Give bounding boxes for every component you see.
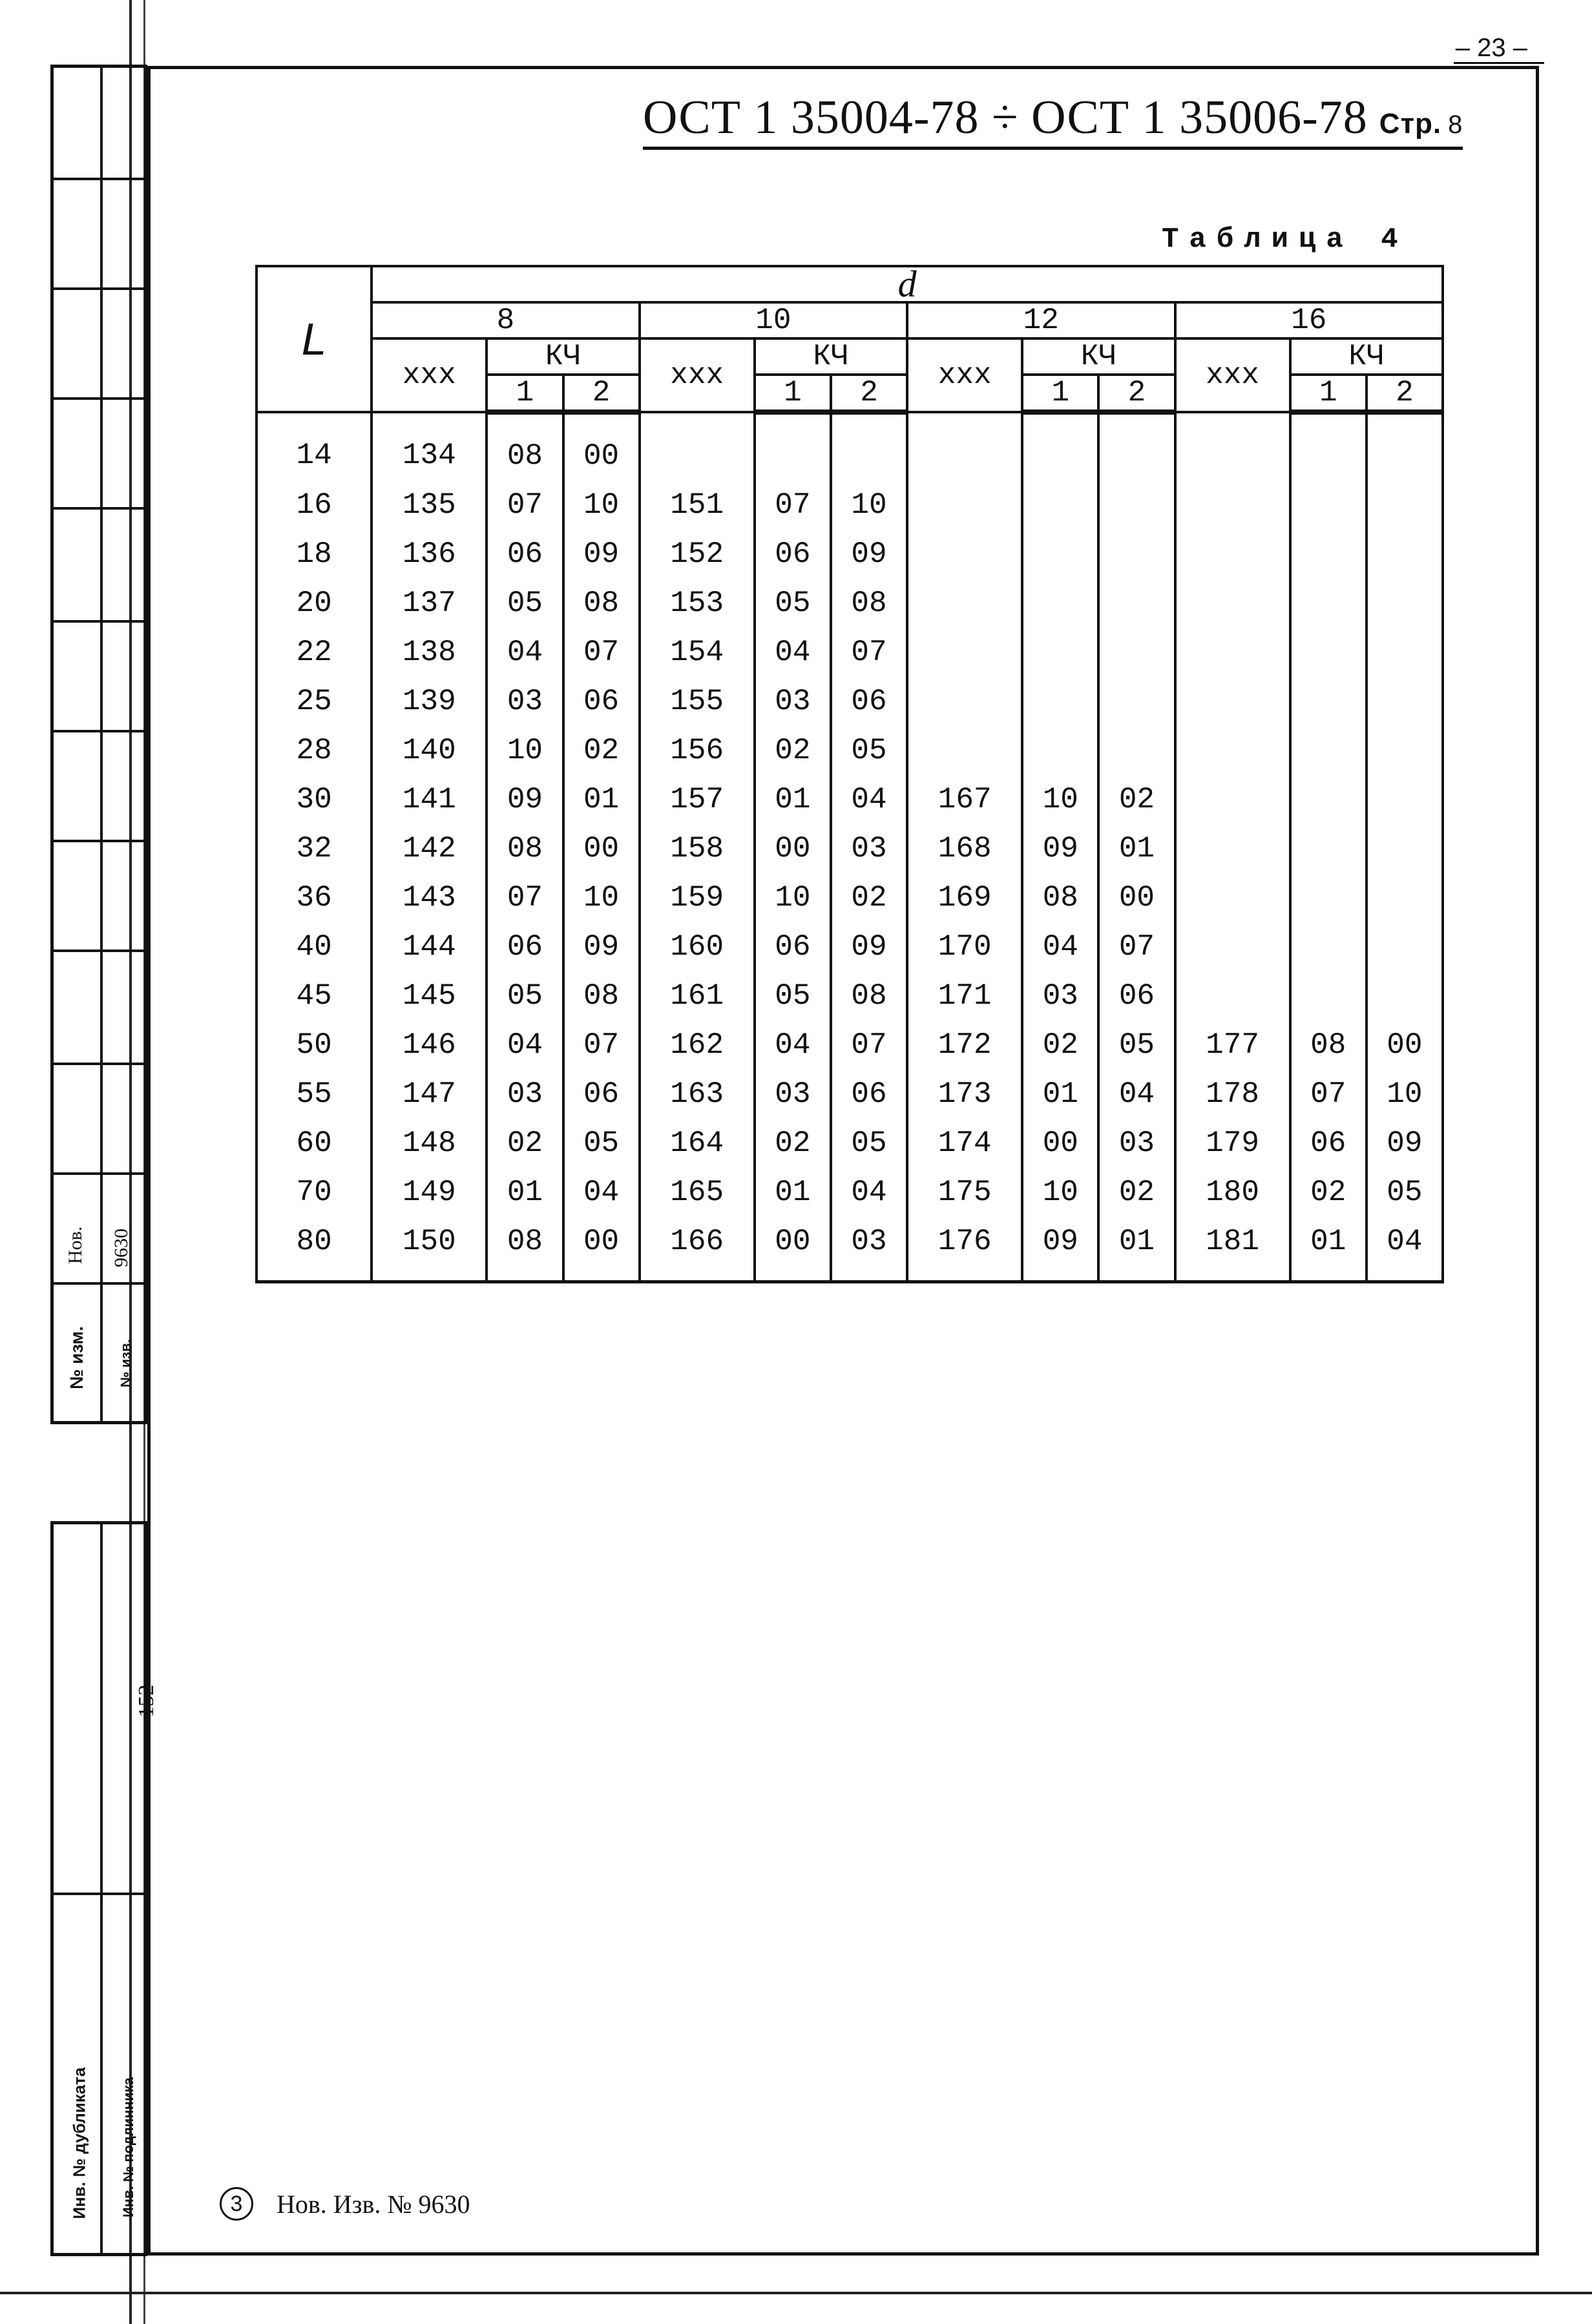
table-row [257, 971, 1443, 1021]
table-cell: 06 [831, 677, 907, 726]
table-cell [1098, 579, 1175, 628]
table-cell [1175, 922, 1290, 971]
table-cell [907, 412, 1022, 481]
table-cell: 138 [372, 628, 487, 677]
table-cell [1290, 481, 1367, 530]
table-cell: 01 [1098, 824, 1175, 873]
nov-value: 9630 [110, 1229, 132, 1267]
table-cell [1367, 726, 1443, 775]
table-cell: 01 [755, 1168, 831, 1217]
col-kch-1: 1 [1290, 375, 1367, 412]
table-cell: 02 [487, 1119, 563, 1168]
revision-circle: 3 [220, 2187, 253, 2221]
table-row [257, 628, 1443, 677]
group-12: 12 [907, 302, 1175, 338]
table-row [257, 922, 1443, 971]
table-cell [907, 481, 1022, 530]
table-cell [1290, 873, 1367, 922]
table-cell: 145 [372, 971, 487, 1021]
table-cell: 163 [640, 1070, 755, 1119]
table-cell [1290, 824, 1367, 873]
title-text: ОСТ 1 35004-78 ÷ ОСТ 1 35006-78 [643, 91, 1368, 144]
table-cell: 135 [372, 481, 487, 530]
table-cell: 10 [487, 726, 563, 775]
table-cell: 147 [372, 1070, 487, 1119]
data-table [255, 265, 1444, 1283]
table-cell: 176 [907, 1217, 1022, 1282]
table-cell: 04 [487, 628, 563, 677]
table-cell: 07 [1290, 1070, 1367, 1119]
table-cell: 143 [372, 873, 487, 922]
table-row [257, 677, 1443, 726]
group-10: 10 [640, 302, 907, 338]
table-cell: 146 [372, 1021, 487, 1070]
table-cell: 01 [1022, 1070, 1098, 1119]
table-cell: 06 [755, 530, 831, 579]
table-cell: 164 [640, 1119, 755, 1168]
table-cell: 140 [372, 726, 487, 775]
table-cell: 04 [755, 628, 831, 677]
table-cell: 08 [563, 971, 640, 1021]
table-cell: 00 [755, 1217, 831, 1282]
table-cell: 10 [563, 873, 640, 922]
table-cell: 151 [640, 481, 755, 530]
table-cell: 08 [831, 579, 907, 628]
table-row [257, 579, 1443, 628]
table-cell [1098, 412, 1175, 481]
table-cell: 05 [1098, 1021, 1175, 1070]
cell-L: 70 [257, 1168, 372, 1217]
table-cell: 08 [487, 824, 563, 873]
table-cell [907, 530, 1022, 579]
cell-L: 40 [257, 922, 372, 971]
cell-L: 36 [257, 873, 372, 922]
table-cell: 09 [563, 530, 640, 579]
cell-L: 55 [257, 1070, 372, 1119]
table-cell: 152 [640, 530, 755, 579]
table-cell: 07 [831, 1021, 907, 1070]
table-cell: 04 [563, 1168, 640, 1217]
col-xxx: ххх [372, 338, 487, 412]
table-row [257, 412, 1443, 481]
table-cell: 08 [487, 1217, 563, 1282]
table-cell: 06 [1098, 971, 1175, 1021]
table-cell: 10 [1367, 1070, 1443, 1119]
table-cell: 02 [1290, 1168, 1367, 1217]
table-cell: 02 [755, 726, 831, 775]
table-cell [1290, 775, 1367, 824]
table-cell: 06 [487, 922, 563, 971]
table-cell [1175, 971, 1290, 1021]
col-kch-2: 2 [1367, 375, 1443, 412]
margin-stamp-upper [50, 65, 147, 1424]
table-cell: 150 [372, 1217, 487, 1282]
table-cell: 03 [831, 824, 907, 873]
table-cell: 142 [372, 824, 487, 873]
table-cell: 158 [640, 824, 755, 873]
table-cell: 05 [487, 579, 563, 628]
table-cell [1290, 677, 1367, 726]
table-cell: 177 [1175, 1021, 1290, 1070]
col-kch: КЧ [1022, 338, 1175, 375]
table-cell [1022, 530, 1098, 579]
cell-L: 22 [257, 628, 372, 677]
table-cell [1022, 726, 1098, 775]
table-cell: 07 [755, 481, 831, 530]
table-cell: 181 [1175, 1217, 1290, 1282]
table-cell [1175, 824, 1290, 873]
table-cell: 170 [907, 922, 1022, 971]
table-cell: 162 [640, 1021, 755, 1070]
table-cell: 08 [831, 971, 907, 1021]
col-kch-1: 1 [487, 375, 563, 412]
table-cell: 168 [907, 824, 1022, 873]
table-cell [1175, 726, 1290, 775]
table-cell [1175, 775, 1290, 824]
table-cell: 09 [1022, 1217, 1098, 1282]
table-cell: 04 [487, 1021, 563, 1070]
table-cell: 01 [1290, 1217, 1367, 1282]
bottom-rule [0, 2292, 1592, 2294]
cell-L: 16 [257, 481, 372, 530]
table-cell: 175 [907, 1168, 1022, 1217]
cell-L: 45 [257, 971, 372, 1021]
page-number: – 23 – [1455, 34, 1527, 62]
table-cell: 09 [487, 775, 563, 824]
table-cell: 00 [563, 412, 640, 481]
table-cell [1367, 677, 1443, 726]
table-cell: 03 [1022, 971, 1098, 1021]
table-cell [1175, 628, 1290, 677]
table-cell [1290, 971, 1367, 1021]
table-cell: 05 [755, 579, 831, 628]
table-row [257, 775, 1443, 824]
podl-label: Инв. № подлинника [120, 2077, 136, 2217]
nov-label: Нов. [65, 1226, 86, 1264]
table-cell: 10 [755, 873, 831, 922]
table-cell: 09 [1367, 1119, 1443, 1168]
table-cell: 09 [563, 922, 640, 971]
table-row [257, 1070, 1443, 1119]
table-cell [1290, 579, 1367, 628]
table-cell [1175, 579, 1290, 628]
table-cell: 03 [755, 1070, 831, 1119]
table-body [257, 412, 1443, 1282]
table-cell [1367, 579, 1443, 628]
table-cell: 06 [487, 530, 563, 579]
col-xxx: ххх [907, 338, 1022, 412]
table-cell [1098, 530, 1175, 579]
page-number-rule [1454, 62, 1544, 64]
table-cell: 172 [907, 1021, 1022, 1070]
table-cell: 05 [563, 1119, 640, 1168]
table-cell: 10 [1022, 775, 1098, 824]
table-cell: 171 [907, 971, 1022, 1021]
dubl-label: Инв. № дубликата [69, 2067, 89, 2219]
table-cell: 00 [563, 1217, 640, 1282]
col-kch: КЧ [487, 338, 639, 375]
table-row [257, 481, 1443, 530]
table-cell: 03 [487, 677, 563, 726]
inv-value: 152 [134, 1685, 158, 1717]
table-cell: 02 [1098, 775, 1175, 824]
table-cell: 08 [1290, 1021, 1367, 1070]
group-16: 16 [1175, 302, 1443, 338]
table-cell: 165 [640, 1168, 755, 1217]
table-cell [1022, 481, 1098, 530]
table-cell [1367, 824, 1443, 873]
table-cell: 159 [640, 873, 755, 922]
table-cell [1367, 530, 1443, 579]
table-cell [1290, 726, 1367, 775]
table-cell [1367, 971, 1443, 1021]
table-cell: 04 [1022, 922, 1098, 971]
table-cell: 04 [831, 1168, 907, 1217]
table-cell [1175, 412, 1290, 481]
table-cell: 178 [1175, 1070, 1290, 1119]
table-cell: 155 [640, 677, 755, 726]
table-cell: 07 [831, 628, 907, 677]
table-cell: 06 [831, 1070, 907, 1119]
col-kch-1: 1 [755, 375, 831, 412]
table-cell: 08 [1022, 873, 1098, 922]
table-cell: 06 [563, 1070, 640, 1119]
table-cell: 06 [1290, 1119, 1367, 1168]
table-cell [1098, 481, 1175, 530]
table-cell: 157 [640, 775, 755, 824]
cell-L: 20 [257, 579, 372, 628]
table-cell [1290, 412, 1367, 481]
table-cell: 07 [487, 481, 563, 530]
table-cell: 06 [563, 677, 640, 726]
table-cell [1367, 775, 1443, 824]
page-label: Стр. [1379, 108, 1442, 140]
table-cell: 169 [907, 873, 1022, 922]
table-cell [907, 726, 1022, 775]
table-cell [907, 677, 1022, 726]
table-cell: 01 [1098, 1217, 1175, 1282]
table-cell [1098, 726, 1175, 775]
cell-L: 25 [257, 677, 372, 726]
table-cell [1290, 922, 1367, 971]
table-cell: 09 [831, 530, 907, 579]
table-cell: 03 [487, 1070, 563, 1119]
table-cell: 02 [1098, 1168, 1175, 1217]
table-cell [907, 628, 1022, 677]
table-cell: 156 [640, 726, 755, 775]
table-row [257, 530, 1443, 579]
table-cell [1022, 412, 1098, 481]
table-cell: 02 [755, 1119, 831, 1168]
table-cell [1022, 579, 1098, 628]
cell-L: 30 [257, 775, 372, 824]
group-header-d: d [372, 266, 1443, 302]
table-cell [1098, 677, 1175, 726]
col-kch-2: 2 [563, 375, 640, 412]
footer-note-text: Нов. Изв. № 9630 [277, 2189, 470, 2219]
table-cell: 180 [1175, 1168, 1290, 1217]
table-cell [1175, 873, 1290, 922]
table-cell: 02 [1022, 1021, 1098, 1070]
cell-L: 32 [257, 824, 372, 873]
table-cell: 05 [487, 971, 563, 1021]
table-cell: 139 [372, 677, 487, 726]
table-cell: 05 [831, 1119, 907, 1168]
table-row [257, 726, 1443, 775]
table-cell: 05 [831, 726, 907, 775]
table-cell: 02 [563, 726, 640, 775]
table-cell: 149 [372, 1168, 487, 1217]
izm-label: № изм. [67, 1326, 87, 1389]
col-kch: КЧ [755, 338, 907, 375]
table-cell [1367, 628, 1443, 677]
table-cell: 03 [755, 677, 831, 726]
table-row [257, 824, 1443, 873]
col-xxx: ххх [1175, 338, 1290, 412]
table-cell [1175, 481, 1290, 530]
cell-L: 14 [257, 412, 372, 481]
table-cell [831, 412, 907, 481]
table-cell: 10 [831, 481, 907, 530]
table-cell: 07 [563, 628, 640, 677]
table-row [257, 873, 1443, 922]
table-cell: 07 [1098, 922, 1175, 971]
table-caption: Таблица 4 [1162, 223, 1409, 256]
table-cell [1367, 873, 1443, 922]
table-cell: 179 [1175, 1119, 1290, 1168]
table-cell: 141 [372, 775, 487, 824]
table-cell: 00 [755, 824, 831, 873]
table-cell: 154 [640, 628, 755, 677]
table-cell: 153 [640, 579, 755, 628]
table-cell [755, 412, 831, 481]
table-cell: 134 [372, 412, 487, 481]
table-cell: 144 [372, 922, 487, 971]
table-cell: 166 [640, 1217, 755, 1282]
col-kch-1: 1 [1022, 375, 1098, 412]
table-cell [1175, 530, 1290, 579]
table-cell: 08 [487, 412, 563, 481]
table-cell: 01 [563, 775, 640, 824]
table-cell [1290, 530, 1367, 579]
table-cell: 08 [563, 579, 640, 628]
table-cell [1367, 922, 1443, 971]
table-row [257, 1217, 1443, 1282]
izv-label: № изв. [118, 1339, 134, 1387]
col-kch-2: 2 [1098, 375, 1175, 412]
cell-L: 28 [257, 726, 372, 775]
table-cell [1022, 677, 1098, 726]
table-cell: 03 [1098, 1119, 1175, 1168]
row-header-L: L [257, 266, 372, 412]
table-cell: 00 [563, 824, 640, 873]
cell-L: 50 [257, 1021, 372, 1070]
table-cell: 167 [907, 775, 1022, 824]
table-cell: 03 [831, 1217, 907, 1282]
table-cell: 160 [640, 922, 755, 971]
table-cell: 01 [487, 1168, 563, 1217]
table-cell [1022, 628, 1098, 677]
cell-L: 18 [257, 530, 372, 579]
cell-L: 60 [257, 1119, 372, 1168]
table-cell: 04 [831, 775, 907, 824]
table-cell: 161 [640, 971, 755, 1021]
page-value: 8 [1448, 110, 1463, 139]
table-cell: 06 [755, 922, 831, 971]
table-cell [1367, 481, 1443, 530]
table-cell: 00 [1367, 1021, 1443, 1070]
table-cell: 02 [831, 873, 907, 922]
table-row [257, 1168, 1443, 1217]
table-cell: 09 [831, 922, 907, 971]
table-cell: 05 [755, 971, 831, 1021]
table-cell: 07 [487, 873, 563, 922]
col-xxx: ххх [640, 338, 755, 412]
table-cell: 174 [907, 1119, 1022, 1168]
table-cell [640, 412, 755, 481]
table-cell [907, 579, 1022, 628]
table-cell: 04 [755, 1021, 831, 1070]
table-cell: 173 [907, 1070, 1022, 1119]
table-cell: 04 [1098, 1070, 1175, 1119]
table-cell: 09 [1022, 824, 1098, 873]
table-cell [1098, 628, 1175, 677]
table-cell: 10 [1022, 1168, 1098, 1217]
footer-note [220, 2187, 470, 2221]
table-cell [1175, 677, 1290, 726]
table-cell: 01 [755, 775, 831, 824]
cell-L: 80 [257, 1217, 372, 1282]
table-cell: 148 [372, 1119, 487, 1168]
table-cell: 10 [563, 481, 640, 530]
margin-stamp-lower [50, 1521, 158, 2256]
table-cell: 04 [1367, 1217, 1443, 1282]
table-row [257, 1021, 1443, 1070]
group-8: 8 [372, 302, 639, 338]
table-cell: 07 [563, 1021, 640, 1070]
table-cell: 136 [372, 530, 487, 579]
table-cell: 137 [372, 579, 487, 628]
table-cell [1367, 412, 1443, 481]
table-cell: 00 [1098, 873, 1175, 922]
col-kch: КЧ [1290, 338, 1443, 375]
table-cell: 00 [1022, 1119, 1098, 1168]
document-title [643, 90, 1463, 150]
table-row [257, 1119, 1443, 1168]
table-cell [1290, 628, 1367, 677]
table-cell: 05 [1367, 1168, 1443, 1217]
col-kch-2: 2 [831, 375, 907, 412]
